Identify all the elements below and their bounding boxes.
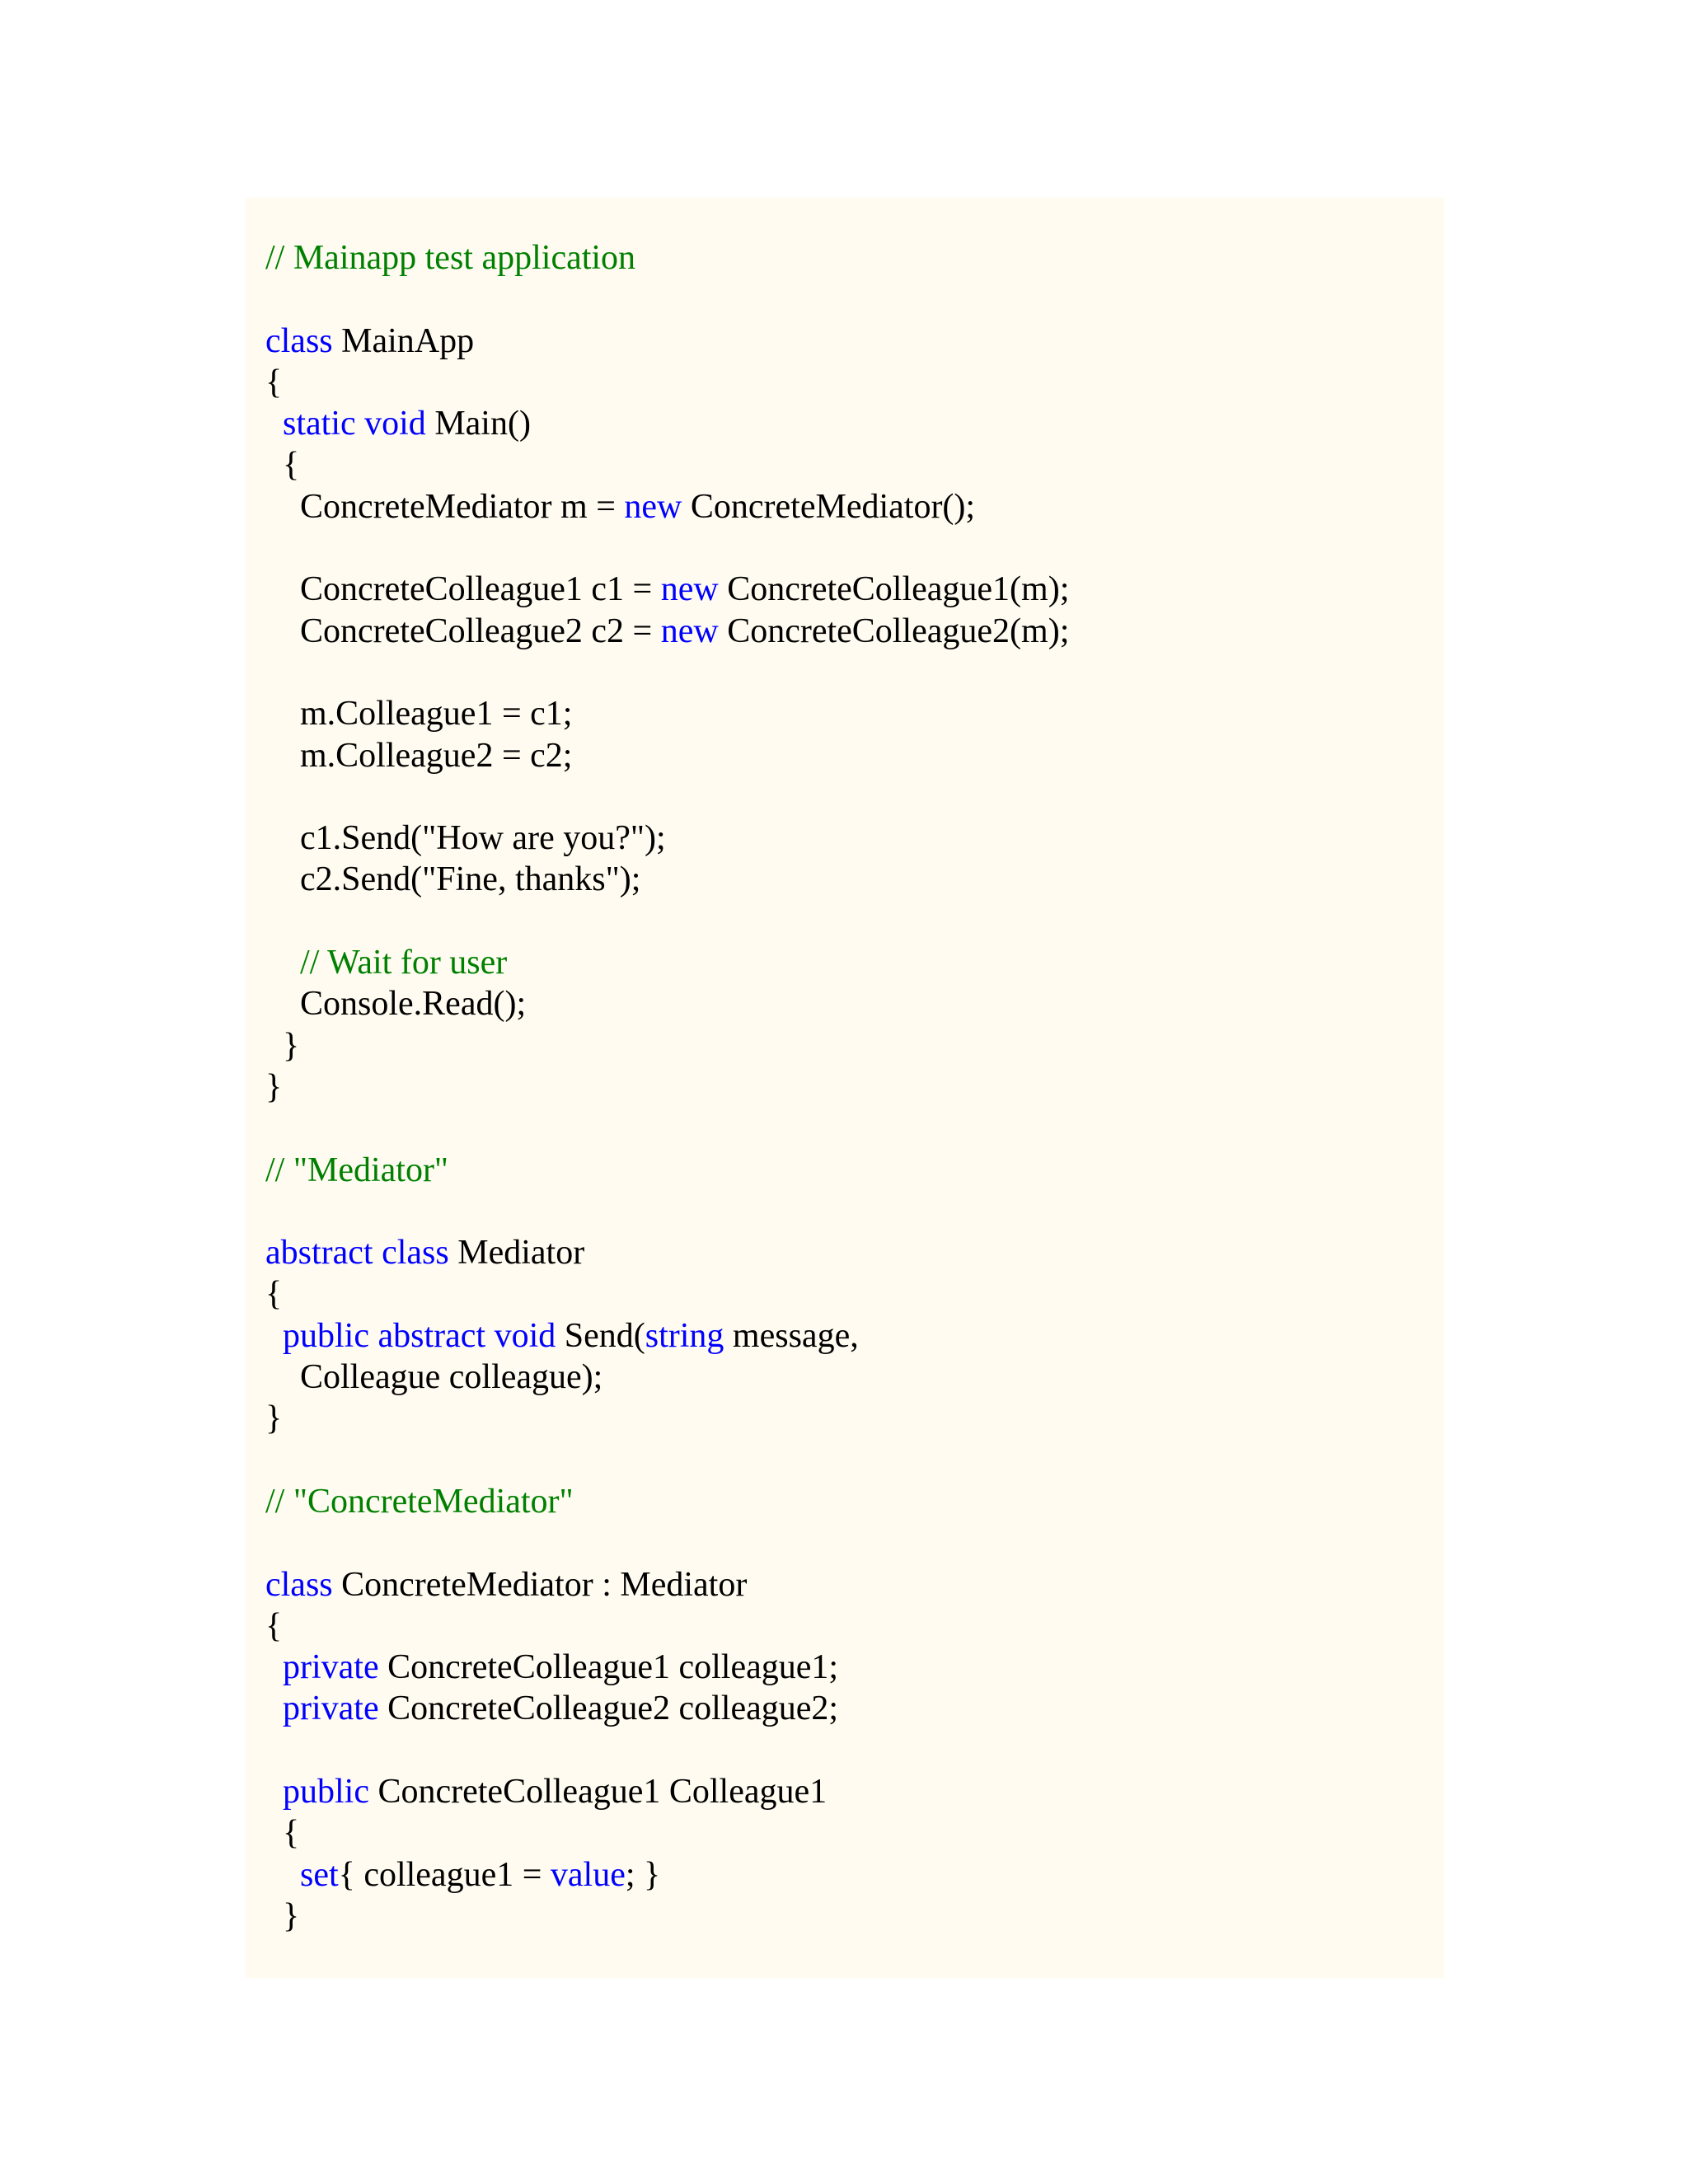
code-line <box>265 1440 1444 1481</box>
code-text: } <box>265 1026 300 1065</box>
code-comment: // Wait for user <box>300 944 508 982</box>
code-line <box>265 1854 1444 1896</box>
code-text: c2.Send("Fine, thanks"); <box>265 860 641 899</box>
code-keyword: public <box>283 1772 369 1811</box>
code-line <box>265 942 1444 983</box>
code-line <box>265 1108 1444 1149</box>
code-text <box>265 1648 283 1686</box>
code-comment: // Mainapp test application <box>265 239 636 277</box>
code-text: m.Colleague2 = c2; <box>265 736 573 775</box>
code-text <box>265 1856 300 1894</box>
code-text: ConcreteColleague1 colleague1; <box>378 1648 839 1687</box>
code-text: ConcreteColleague2(m); <box>718 612 1070 650</box>
code-line <box>265 901 1444 942</box>
code-text: ConcreteMediator m = <box>265 487 625 526</box>
code-line <box>265 279 1444 320</box>
code-line <box>265 983 1444 1024</box>
code-line <box>265 527 1444 569</box>
code-text: Colleague colleague); <box>265 1358 603 1397</box>
code-text <box>265 1690 283 1727</box>
code-keyword: new <box>660 570 719 609</box>
code-line <box>265 1273 1444 1315</box>
code-text: Mediator <box>448 1234 585 1272</box>
code-text: Send( <box>556 1316 645 1355</box>
code-line <box>265 486 1444 527</box>
code-text: Main() <box>425 405 531 443</box>
code-keyword: new <box>624 487 682 526</box>
code-line <box>265 1647 1444 1688</box>
code-text: Console.Read(); <box>265 985 527 1024</box>
code-text <box>265 944 300 982</box>
code-line <box>265 1730 1444 1771</box>
code-text: { <box>265 1814 300 1853</box>
code-text: m.Colleague1 = c1; <box>265 695 573 733</box>
code-line <box>265 652 1444 693</box>
code-line <box>265 776 1444 818</box>
code-line <box>265 1564 1444 1605</box>
code-text: } <box>265 1067 283 1106</box>
code-line <box>265 1357 1444 1398</box>
code-line <box>265 1066 1444 1108</box>
code-keyword: abstract class <box>265 1234 449 1272</box>
code-line <box>265 1688 1444 1729</box>
code-line <box>265 1812 1444 1854</box>
code-text: } <box>265 1896 300 1935</box>
code-text: message, <box>724 1316 859 1355</box>
code-text: ConcreteMediator : Mediator <box>332 1565 748 1604</box>
code-keyword: set <box>300 1855 339 1894</box>
code-line <box>265 444 1444 485</box>
code-text: ConcreteColleague2 c2 = <box>265 612 661 650</box>
code-comment: // "Mediator" <box>265 1151 449 1189</box>
code-text <box>265 1317 283 1355</box>
code-text: c1.Send("How are you?"); <box>265 819 666 858</box>
code-line <box>265 859 1444 900</box>
code-text: ; } <box>625 1855 661 1894</box>
code-keyword: public abstract void <box>283 1316 556 1355</box>
code-line <box>265 1481 1444 1522</box>
code-keyword: value <box>550 1855 626 1894</box>
code-line <box>265 1315 1444 1357</box>
code-line <box>265 1025 1444 1066</box>
code-line <box>265 1605 1444 1647</box>
code-text: { <box>265 446 300 485</box>
code-comment: // "ConcreteMediator" <box>265 1482 574 1521</box>
code-line <box>265 237 1444 279</box>
code-line <box>265 818 1444 859</box>
code-line <box>265 735 1444 776</box>
code-keyword: class <box>265 321 333 360</box>
code-text: { colleague1 = <box>338 1855 551 1894</box>
code-keyword: class <box>265 1565 333 1604</box>
code-text <box>265 405 283 443</box>
code-line <box>265 611 1444 652</box>
code-line <box>265 321 1444 362</box>
code-line <box>265 1232 1444 1273</box>
code-line <box>265 1771 1444 1812</box>
code-keyword: new <box>660 612 719 650</box>
code-line <box>265 693 1444 734</box>
code-line <box>265 1896 1444 1937</box>
code-line <box>265 569 1444 610</box>
code-listing <box>246 198 1444 1978</box>
code-text: ConcreteColleague1(m); <box>718 570 1070 609</box>
code-keyword: static void <box>283 405 426 443</box>
code-line <box>265 1398 1444 1439</box>
code-keyword: private <box>283 1690 379 1728</box>
code-line <box>265 1191 1444 1232</box>
code-line <box>265 1150 1444 1191</box>
code-text: { <box>265 363 283 401</box>
code-text: { <box>265 1275 283 1314</box>
code-text: ConcreteMediator(); <box>682 487 976 526</box>
code-keyword: string <box>645 1316 724 1355</box>
code-text <box>265 1773 283 1811</box>
code-keyword: private <box>283 1648 379 1687</box>
code-text: ConcreteColleague1 Colleague1 <box>368 1772 828 1811</box>
code-text: MainApp <box>332 321 475 360</box>
code-text: ConcreteColleague1 c1 = <box>265 570 661 609</box>
code-line <box>265 403 1444 444</box>
code-text: ConcreteColleague2 colleague2; <box>378 1690 839 1728</box>
code-line <box>265 1522 1444 1563</box>
code-text: } <box>265 1399 283 1438</box>
code-text: { <box>265 1606 283 1645</box>
code-line <box>265 362 1444 403</box>
